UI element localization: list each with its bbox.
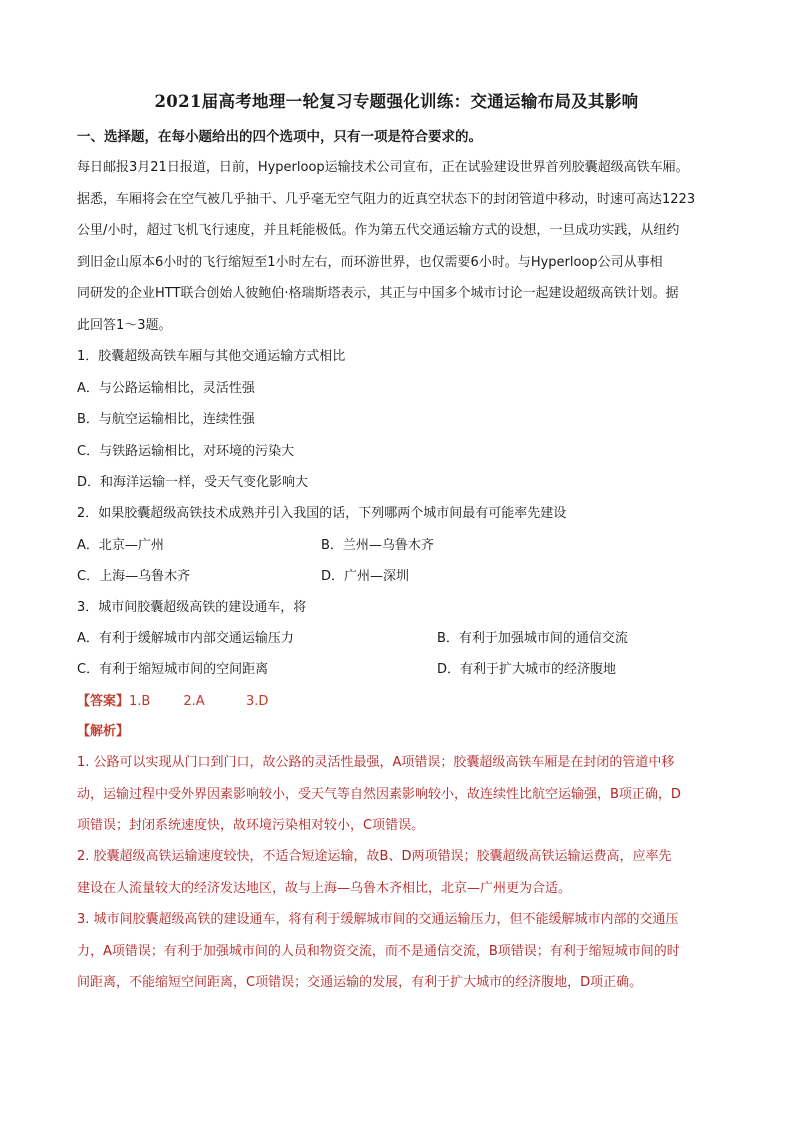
explanation-2-line: 2. 胶囊超级高铁运输速度较快，不适合短途运输，故B、D两项错误；胶囊超级高铁运输运费高，应率先 bbox=[77, 849, 672, 864]
passage-line: 据悉，车厢将会在空气被几乎抽干、几乎毫无空气阻力的近真空状态下的封闭管道中移动，时速可高达1223 bbox=[77, 192, 696, 207]
passage-line: 每日邮报3月21日报道，日前，Hyperloop运输技术公司宣布，正在试验建设世界首列胶囊超级高铁车厢。 bbox=[77, 160, 689, 175]
question-2-option-d: D．广州—深圳 bbox=[321, 569, 410, 584]
passage-line: 此回答1～3题。 bbox=[77, 318, 172, 333]
question-1-option-b: B．与航空运输相比，连续性强 bbox=[77, 412, 255, 427]
analysis-label: 【解析】 bbox=[77, 724, 130, 739]
question-2-option-a: A．北京—广州 bbox=[77, 538, 164, 553]
question-1-option-a: A．与公路运输相比，灵活性强 bbox=[77, 381, 255, 396]
answer-label: 【答案】 bbox=[77, 694, 130, 709]
section-heading: 一、选择题，在每小题给出的四个选项中，只有一项是符合要求的。 bbox=[77, 129, 482, 145]
passage-line: 到旧金山原本6小时的飞行缩短至1小时左右，而环游世界，也仅需要6小时。与Hyperloop公司从事相 bbox=[77, 255, 663, 270]
question-1-stem: 1．胶囊超级高铁车厢与其他交通运输方式相比 bbox=[77, 349, 346, 364]
question-2-stem: 2．如果胶囊超级高铁技术成熟并引入我国的话，下列哪两个城市间最有可能率先建设 bbox=[77, 506, 567, 521]
question-3-stem: 3．城市间胶囊超级高铁的建设通车，将 bbox=[77, 600, 307, 615]
question-2-option-c: C．上海—乌鲁木齐 bbox=[77, 569, 191, 584]
answer-line bbox=[77, 692, 268, 712]
question-1-option-c: C．与铁路运输相比，对环境的污染大 bbox=[77, 444, 295, 459]
question-3-option-c: C．有利于缩短城市间的空间距离 bbox=[77, 662, 269, 677]
answer-values: 1.B 2.A 3.D bbox=[129, 694, 269, 709]
question-1-option-d: D．和海洋运输一样，受天气变化影响大 bbox=[77, 475, 309, 490]
passage-line: 同研发的企业HTT联合创始人彼鲍伯·格瑞斯塔表示，其正与中国多个城市讨论一起建设超级高铁计划。据 bbox=[77, 286, 679, 301]
question-3-option-d: D．有利于扩大城市的经济腹地 bbox=[437, 662, 617, 677]
explanation-3-line: 间距离，不能缩短空间距离，C项错误；交通运输的发展，有利于扩大城市的经济腹地，D项正确。 bbox=[77, 975, 643, 990]
explanation-1-line: 动，运输过程中受外界因素影响较小，受天气等自然因素影响较小，故连续性比航空运输强，B项正确，D bbox=[77, 787, 681, 802]
explanation-3-line: 力，A项错误；有利于加强城市间的人员和物资交流，而不是通信交流，B项错误；有利于缩短城市间的时 bbox=[77, 944, 680, 959]
passage-line: 公里/小时，超过飞机飞行速度，并且耗能极低。作为第五代交通运输方式的设想，一旦成功实践，从纽约 bbox=[77, 223, 680, 238]
explanation-1-line: 项错误；封闭系统速度快，故环境污染相对较小，C项错误。 bbox=[77, 818, 425, 833]
explanation-3-line: 3. 城市间胶囊超级高铁的建设通车，将有利于缓解城市间的交通运输压力，但不能缓解城市内部的交通压 bbox=[77, 912, 679, 927]
question-3-option-b: B．有利于加强城市间的通信交流 bbox=[437, 631, 628, 646]
page-title: 2021届高考地理一轮复习专题强化训练：交通运输布局及其影响 bbox=[154, 92, 639, 111]
question-2-option-b: B．兰州—乌鲁木齐 bbox=[321, 538, 434, 553]
explanation-1-line: 1. 公路可以实现从门口到门口，故公路的灵活性最强，A项错误；胶囊超级高铁车厢是在封闭的管道中移 bbox=[77, 755, 675, 770]
question-3-option-a: A．有利于缓解城市内部交通运输压力 bbox=[77, 631, 294, 646]
explanation-2-line: 建设在人流量较大的经济发达地区，故与上海—乌鲁木齐相比，北京—广州更为合适。 bbox=[77, 881, 572, 896]
